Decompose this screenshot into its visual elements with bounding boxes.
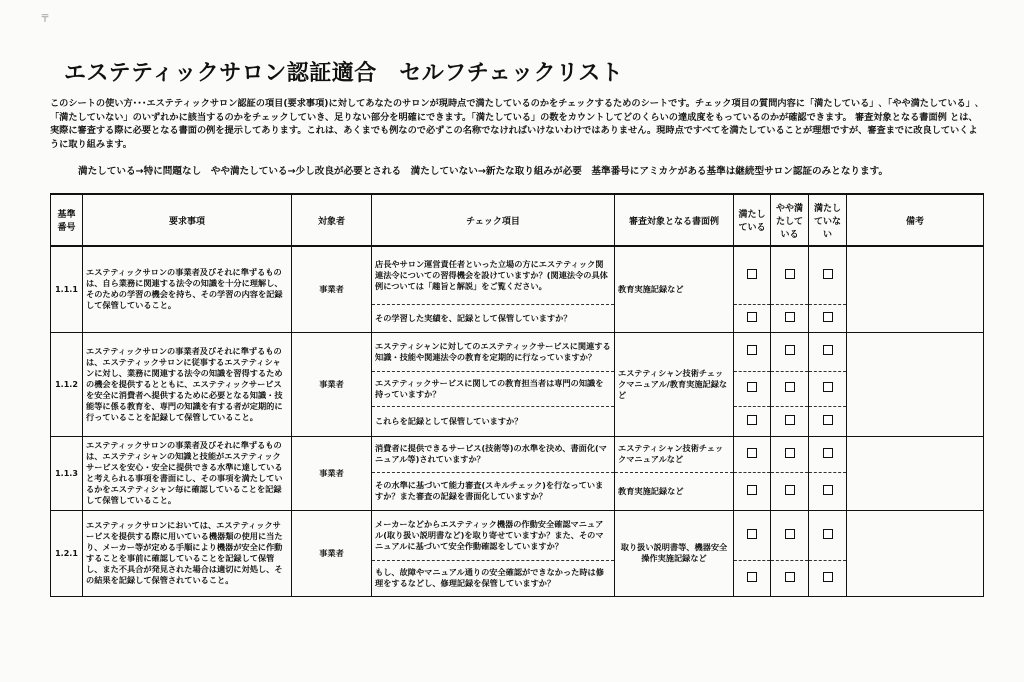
checkbox-met[interactable] [734,332,771,371]
legend-text: 満たしている→特に問題なし やや満たしている→少し改良が必要とされる 満たしていない→新たな取り組みが必要 基準番号にアミカケがある基準は継続型サロン認証のみとなります。 [78,166,889,177]
header-partially-met: やや満たしている [771,194,809,246]
checkbox-met[interactable] [734,246,771,304]
header-check-item: チェック項目 [372,194,615,246]
checkbox-not-met[interactable] [809,332,847,371]
check-item: エステティックサービスに関しての教育担当者は専門の知識を持っていますか？ [372,371,615,406]
notes-cell[interactable] [847,436,984,510]
header-target: 対象者 [292,194,372,246]
table-row [51,510,984,560]
check-item: これらを記録として保管していますか？ [372,406,615,436]
notes-cell[interactable] [847,510,984,596]
target-cell: 事業者 [292,510,372,596]
checkbox-partially-met[interactable] [771,332,809,371]
checkbox-not-met[interactable] [809,560,847,596]
checkbox-met[interactable] [734,472,771,510]
checkbox-met[interactable] [734,406,771,436]
checkbox-partially-met[interactable] [771,560,809,596]
checkbox-partially-met[interactable] [771,246,809,304]
table-row [51,436,984,472]
criterion-number: 1.2.1 [51,510,83,596]
document-example: エステティシャン技術チェックマニュアル/教育実施記録など [615,332,734,436]
checkbox-not-met[interactable] [809,304,847,332]
header-not-met: 満たしていない [809,194,847,246]
checkbox-not-met[interactable] [809,406,847,436]
check-item: エステティシャンに対してのエステティックサービスに関連する知識・技能や関連法令の教育を定期的に行なっていますか？ [372,332,615,371]
check-item: もし、故障やマニュアル通りの安全確認ができなかった時は修理をするなどし、修理記録を保管していますか？ [372,560,615,596]
corner-mark: 〒 [40,14,50,25]
criterion-number: 1.1.2 [51,332,83,436]
requirement-text: エステティックサロンの事業者及びそれに準ずるものは、エステティシャンの知識と技能がエステティックサービスを安心・安全に提供できる水準に達していると考えられる事項を書面にし、その事項を満たしているかをエステティシャン毎に確認していることを記録して保管していること。 [83,436,292,510]
header-num: 基準番号 [51,194,83,246]
checkbox-met[interactable] [734,371,771,406]
checkbox-partially-met[interactable] [771,371,809,406]
checkbox-partially-met[interactable] [771,406,809,436]
header-document-example: 審査対象となる書面例 [615,194,734,246]
header-met: 満たしている [734,194,771,246]
target-cell: 事業者 [292,246,372,332]
table-row [51,332,984,371]
criterion-number: 1.1.1 [51,246,83,332]
checkbox-not-met[interactable] [809,371,847,406]
target-cell: 事業者 [292,332,372,436]
checkbox-met[interactable] [734,560,771,596]
checkbox-not-met[interactable] [809,246,847,304]
document-example: 教育実施記録など [615,472,734,510]
check-item: その学習した実績を、記録として保管していますか？ [372,304,615,332]
check-item: 店長やサロン運営責任者といった立場の方にエステティック関連法令についての習得機会を設けていますか？(関連法令の具体例については「趣旨と解説」をご覧ください。 [372,246,615,304]
checkbox-not-met[interactable] [809,472,847,510]
document-example: 教育実施記録など [615,246,734,332]
check-item: メーカーなどからエステティック機器の作動安全確認マニュアル(取り扱い説明書など)を取り寄せていますか？また、そのマニュアルに基づいて安全作動確認をしていますか？ [372,510,615,560]
checkbox-partially-met[interactable] [771,472,809,510]
requirement-text: エステティックサロンにおいては、エステティックサービスを提供する際に用いている機器類の使用に当たり、メーカー等が定める手順により機器が安全に作動することを事前に確認していることを記録して保管し、また不具合が発見された場合は適切に対処し、その結果を記録して保管されていること。 [83,510,292,596]
checkbox-met[interactable] [734,304,771,332]
table-header-row [51,194,984,246]
criterion-number: 1.1.3 [51,436,83,510]
checkbox-partially-met[interactable] [771,436,809,472]
checkbox-met[interactable] [734,436,771,472]
checkbox-met[interactable] [734,510,771,560]
document-example: エステティシャン技術チェックマニュアルなど [615,436,734,472]
checkbox-not-met[interactable] [809,510,847,560]
intro-text: このシートの使い方･･･エステティックサロン認証の項目(要求事項)に対してあなたのサロンが現時点で満たしているのかをチェックするためのシートです。チェック項目の質問内容に「満たしている」､「やや満たしている」､「満たしていない」のいずれかに該当するのかをチェックしていき、足りない部分を明確にできます。「満たしている」の数をカウントしてどのくらいの達成度をもっているのかが確認できます。 審査対象となる書面例 とは、実際に審査する際に必要となる書面の例を提示してあります。これは、あくまでも例なので必ずこの名称でなければいけないわけではありません。現時点ですべてを満たしていることが理想ですが、審査までに改良していくように取り組みます。 [50,98,980,150]
checklist-table [50,193,984,597]
check-item: その水準に基づいて能力審査(スキルチェック)を行なっていますか？また審査の記録を書面化していますか？ [372,472,615,510]
check-item: 消費者に提供できるサービス(技術等)の水準を決め、書面化(マニュアル等)されていますか？ [372,436,615,472]
requirement-text: エステティックサロンの事業者及びそれに準ずるものは、自ら業務に関連する法令の知識を十分に理解し、そのための学習の機会を持ち、その学習の内容を記録して保管していること。 [83,246,292,332]
page-title: エステティックサロン認証適合 セルフチェックリスト [64,61,624,86]
notes-cell[interactable] [847,246,984,332]
header-notes: 備考 [847,194,984,246]
table-row [51,246,984,304]
target-cell: 事業者 [292,436,372,510]
requirement-text: エステティックサロンの事業者及びそれに準ずるものは、エステティックサロンに従事するエステティシャンに対し、業務に関連する法令の知識を習得するための機会を提供するとともに、エステティックサービスを安全に消費者へ提供するために必要となる知識・技能等に係る教育を、専門の知識を有する者が定期的に行っていることを記録して保管していること。 [83,332,292,436]
document-example: 取り扱い説明書等、機器安全操作実施記録など [615,510,734,596]
notes-cell[interactable] [847,332,984,436]
checkbox-partially-met[interactable] [771,304,809,332]
checkbox-not-met[interactable] [809,436,847,472]
header-requirement: 要求事項 [83,194,292,246]
checkbox-partially-met[interactable] [771,510,809,560]
